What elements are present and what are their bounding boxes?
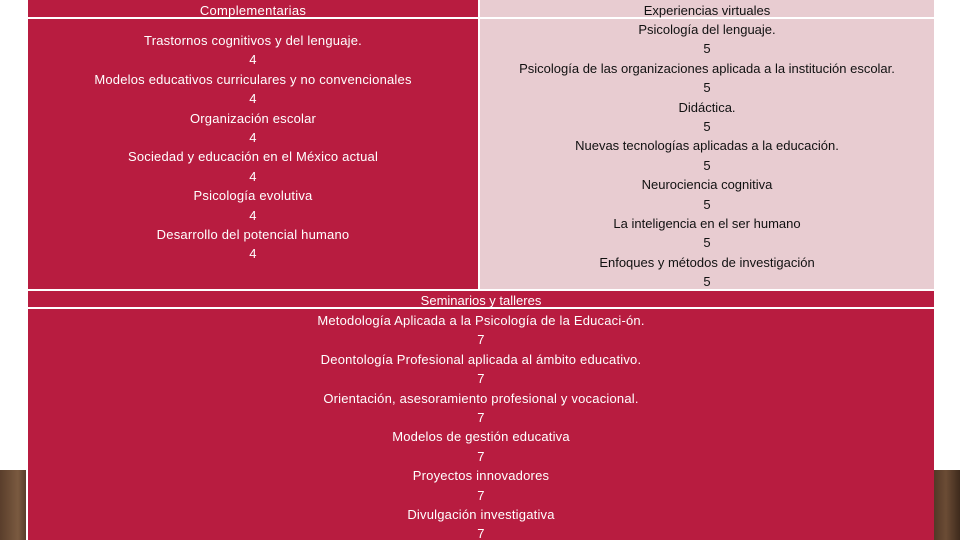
course-name: Didáctica. — [678, 99, 736, 115]
header-complementarias: Complementarias — [28, 0, 480, 19]
course-credits: 5 — [703, 196, 711, 212]
course-credits: 7 — [477, 448, 485, 464]
course-name: Desarrollo del potencial humano — [156, 227, 350, 243]
course-credits: 7 — [477, 526, 485, 542]
course-credits: 5 — [703, 274, 711, 290]
course-name: Modelos educativos curriculares y no convencionales — [94, 71, 412, 87]
curriculum-table — [26, 0, 932, 540]
course-name: Deontología Profesional aplicada al ámbito educativo. — [320, 351, 642, 367]
course-credits: 4 — [249, 246, 257, 262]
course-credits: 5 — [703, 119, 711, 135]
header-experiencias-virtuales: Experiencias virtuales — [480, 0, 934, 19]
course-credits: 4 — [249, 52, 257, 68]
course-name: Metodología Aplicada a la Psicología de la Educaci-ón. — [317, 313, 645, 328]
course-name: Proyectos innovadores — [412, 468, 550, 484]
course-name: Sociedad y educación en el México actual — [127, 149, 379, 165]
course-credits: 5 — [703, 157, 711, 173]
course-name: Organización escolar — [189, 110, 317, 126]
course-name: Psicología evolutiva — [193, 188, 313, 204]
course-credits: 5 — [703, 235, 711, 251]
course-name: Psicología de las organizaciones aplicada a la institución escolar. — [519, 60, 895, 76]
course-credits: 7 — [477, 487, 485, 503]
course-name: Nuevas tecnologías aplicadas a la educación. — [575, 138, 839, 154]
course-name: Divulgación investigativa — [407, 507, 555, 523]
course-name: Trastornos cognitivos y del lenguaje. — [144, 33, 362, 48]
course-credits: 4 — [249, 168, 257, 184]
complementarias-list — [28, 19, 480, 289]
course-name: Orientación, asesoramiento profesional y vocacional. — [323, 390, 639, 406]
course-credits: 4 — [249, 91, 257, 107]
course-credits: 7 — [477, 371, 485, 387]
course-name: Enfoques y métodos de investigación — [599, 254, 815, 270]
course-name: La inteligencia en el ser humano — [613, 216, 801, 232]
header-seminarios-talleres: Seminarios y talleres — [28, 289, 934, 309]
course-name: Neurociencia cognitiva — [641, 177, 773, 193]
course-credits: 4 — [249, 207, 257, 223]
experiencias-list — [480, 19, 934, 289]
course-credits: 5 — [703, 80, 711, 96]
course-credits: 4 — [249, 130, 257, 146]
course-credits: 7 — [477, 332, 485, 348]
course-name: Psicología del lenguaje. — [638, 22, 776, 37]
course-credits: 7 — [477, 410, 485, 426]
course-credits: 5 — [703, 41, 711, 57]
course-name: Modelos de gestión educativa — [392, 429, 570, 445]
seminarios-list — [28, 309, 934, 540]
